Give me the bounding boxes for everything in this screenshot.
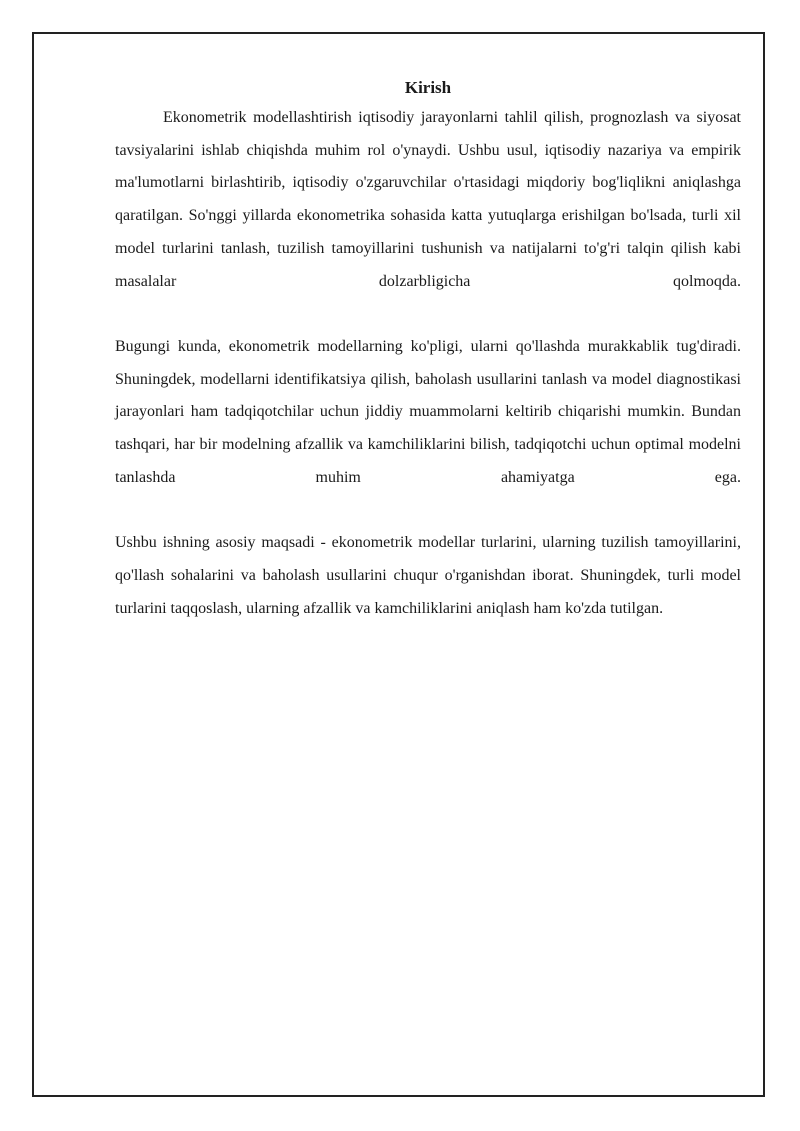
- document-title: Kirish: [404, 78, 452, 97]
- paragraph-spacer: [115, 494, 741, 527]
- paragraph-goal: Ushbu ishning asosiy maqsadi - ekonometrik modellar turlarini, ularning tuzilish tamoyillarini, qo'llash sohalarini va baholash usullarini chuqur o'rganishdan iborat. Shuningdek, turli model turlarini taqqoslash, ularning afzallik va kamchiliklarini aniqlash ham ko'zda tutilgan.: [115, 534, 741, 617]
- paragraph-intro: Ekonometrik modellashtirish iqtisodiy jarayonlarni tahlil qilish, prognozlash va siyosat tavsiyalarini ishlab chiqishda muhim rol o'ynaydi. Ushbu usul, iqtisodiy nazariya va empirik ma'lumotlarni birlashtirib, iqtisodiy o'zgaruvchilar o'rtasidagi miqdoriy bog'liqlikni aniqlashga qaratilgan. So'nggi yillarda ekonometrika sohasida katta yutuqlarga erishilgan bo'lsada, turli xil model turlarini tanlash, tuzilish tamoyillarini tushunish va natijalarni to'g'ri talqin qilish kabi masalalar dolzarbligicha qolmoqda.: [115, 109, 741, 290]
- paragraph-problems: Bugungi kunda, ekonometrik modellarning ko'pligi, ularni qo'llashda murakkablik tug'diradi. Shuningdek, modellarni identifikatsiya qilish, baholash usullarini tanlash va model diagnostikasi jarayonlari ham tadqiqotchilar uchun jiddiy muammolarni keltirib chiqarishi mumkin. Bundan tashqari, har bir modelning afzallik va kamchiliklarini bilish, tadqiqotchi uchun optimal modelni tanlashda muhim ahamiyatga ega.: [115, 337, 741, 486]
- document-body: [115, 74, 741, 625]
- paragraph-spacer: [115, 298, 741, 331]
